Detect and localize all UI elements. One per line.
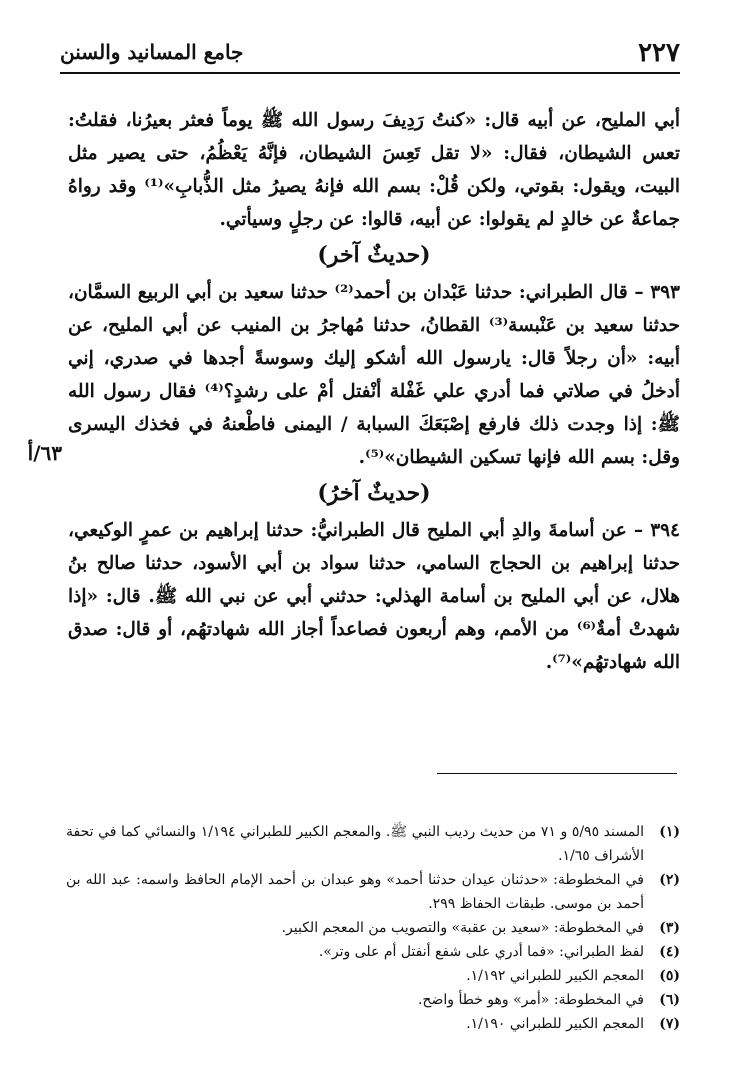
footnote [66,988,680,1012]
footnote-text: في المخطوطة: «أمر» وهو خطأ واضح. [417,992,644,1008]
section-heading: (حديثٌ آخرُ) [317,480,431,506]
hadith-394: ٣٩٤ – عن أسامةَ والدِ أبي المليح قال الطبرانيُّ: حدثنا إبراهيم بن عمرٍ الوكيعي، حدثنا إبراهيم بن الحجاج السامي، حدثنا سواد بن أبي الأسود، حدثنا صالح بنُ هلال، عن أبي المليح بن أسامة الهذلي: حدثني أبي عن نبي الله ﷺ. قال: «إذا شهدتْ أمةٌ⁽⁶⁾ من الأمم، وهم أربعون فصاعداً أجاز الله شهادتهُم، أو قال: صدق الله شهادتهُم»⁽⁷⁾. [68,520,680,673]
paragraph-continuation: أبي المليح، عن أبيه قال: «كنتُ رَدِيفَ رسول الله ﷺ يوماً فعثر بعيرُنا، فقلتُ: تعس الشيطان، فقال: «لا تقل تَعِسَ الشيطان، فإنَّهُ يَعْظُمُ، حتى يصير مثل البيت، ويقول: بقوتي، ولكن قُلْ: بسم الله فإنهُ يصيرُ مثل الذُّبابِ»⁽¹⁾ وقد رواهُ جماعةٌ عن خالدٍ لم يقولوا: عن أبيه، قالوا: عن رجلٍ وسيأتي. [68,110,680,230]
footnote-number: (٢) [659,872,680,888]
footnote [66,916,680,940]
footnote-text: في المخطوطة: «حدثنان عيدان حدثنا أحمد» وهو عبدان بن أحمد الإمام الحافظ واسمه: عبد الله بن أحمد بن موسى. طبقات الحفاظ ٢٩٩. [66,872,644,912]
footnote-text: المعجم الكبير للطبراني ١/١٩٢. [466,968,644,984]
book-title: جامع المسانيد والسنن [60,40,244,64]
footnote-number: (٤) [659,944,680,960]
footnote-text: المسند ٥/٩٥ و ٧١ من حديث رديب النبي ﷺ. والمعجم الكبير للطبراني ١/١٩٤ والنسائي كما في تحفة الأشراف ١/٦٥. [66,824,644,864]
page-number: ٢٢٧ [638,38,680,68]
footnote-text: في المخطوطة: «سعيد بن عقبة» والتصويب من المعجم الكبير. [281,920,644,936]
footnote-separator [437,773,677,774]
footnote [66,1012,680,1036]
footnote-number: (١) [659,824,680,840]
manuscript-folio-marker: ٦٣/أ [27,441,62,465]
main-text [68,104,680,679]
footnote-number: (٧) [659,1016,680,1032]
footnote [66,868,680,916]
running-header [60,36,680,74]
footnote-number: (٣) [659,920,680,936]
footnote [66,964,680,988]
footnotes [66,820,680,1036]
footnote-number: (٦) [659,992,680,1008]
footnote-text: المعجم الكبير للطبراني ١/١٩٠. [466,1016,644,1032]
footnote-text: لفظ الطبراني: «فما أدري على شفع أنفتل أم على وتر». [318,944,644,960]
section-heading: (حديثٌ آخر) [317,242,431,268]
footnote-number: (٥) [659,968,680,984]
hadith-393: ٣٩٣ – قال الطبراني: حدثنا عَبْدان بن أحمد⁽²⁾ حدثنا سعيد بن أبي الربيع السمَّان، حدثنا سعيد بن عَنْبسة⁽³⁾ القطانُ، حدثنا مُهاجرُ بن المنيب عن أبي المليح، عن أبيه: «أن رجلاً قال: يارسول الله أشكو إليك وسوسةً أجدها في صدري، إني أدخلُ في صلاتي فما أدري علي غَفْلة أنْفتل أمْ على رشدٍ؟⁽⁴⁾ فقال رسول الله ﷺ: إذا وجدت ذلك فارفع إصْبَعَكَ السبابة / اليمنى فاطْعنهُ في فخذك اليسرى وقل: بسم الله فإنها تسكين الشيطان»⁽⁵⁾. [68,282,680,468]
footnote [66,940,680,964]
footnote [66,820,680,868]
